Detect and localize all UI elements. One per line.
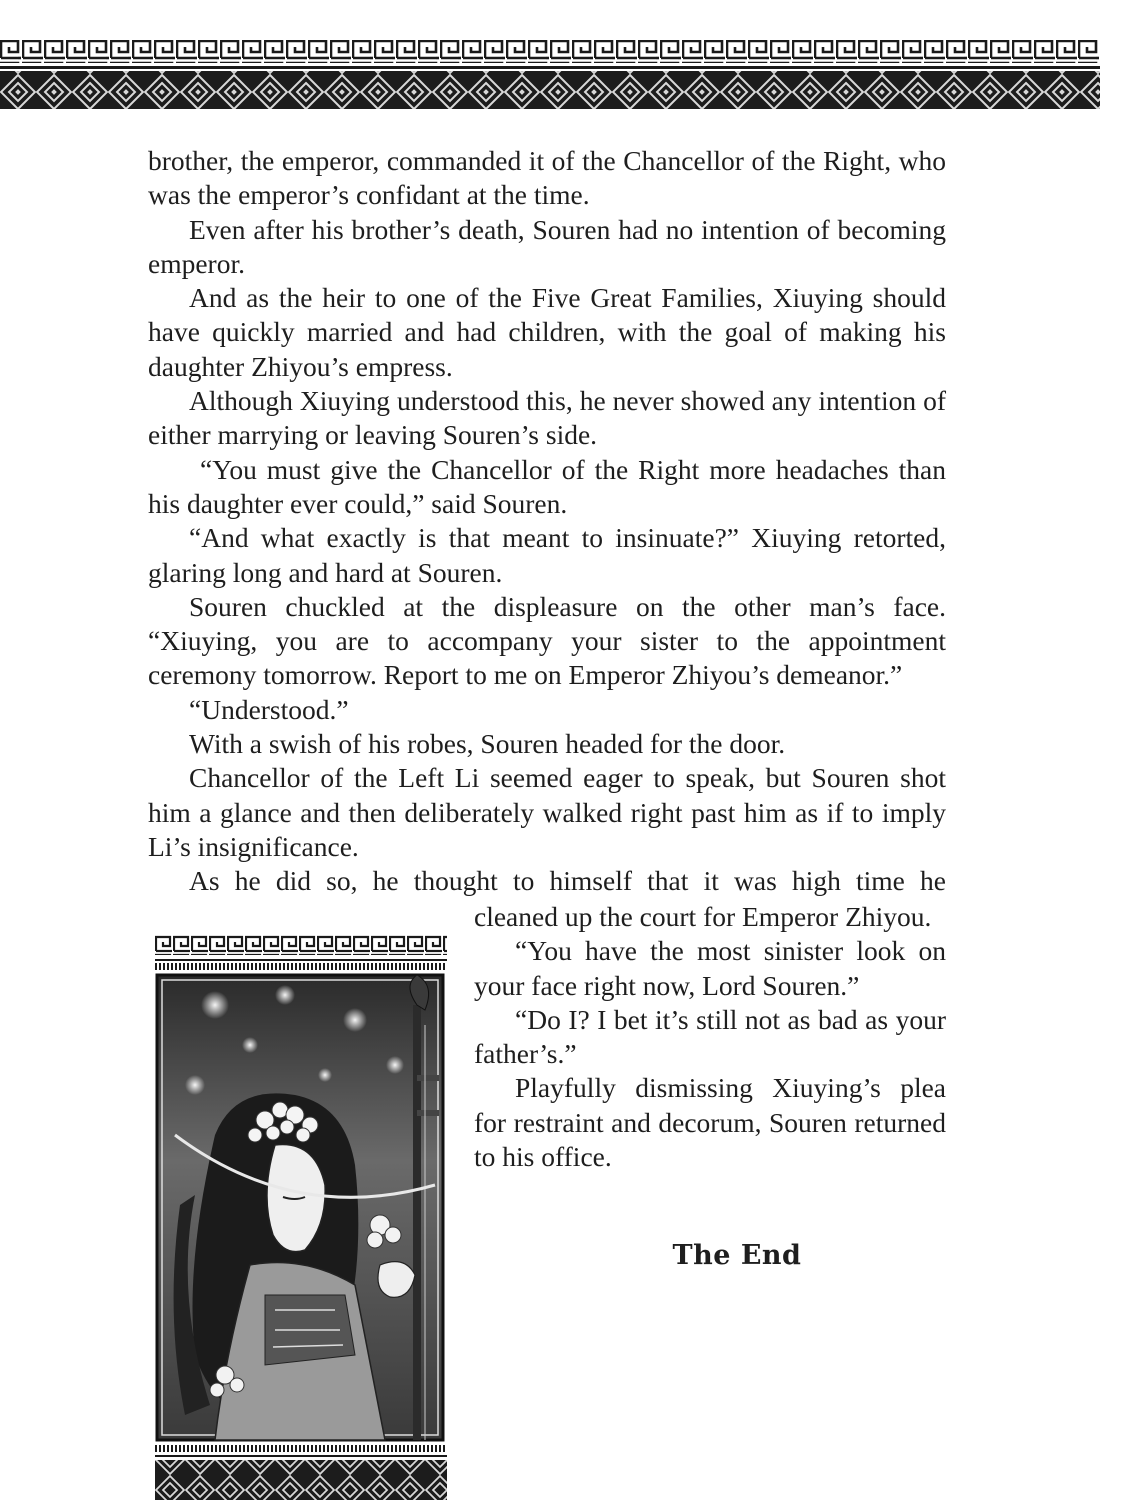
paragraph: Chancellor of the Left Li seemed eager to speak, but Souren shot him a glance and then deliberately walked right past him as if to imply Li’s insignificance. [148, 762, 946, 862]
paragraph: Souren chuckled at the displeasure on the other man’s face. “Xiuying, you are to accompany your sister to the appointment ceremony tomorrow. Report to me on Emperor Zhiyou’s demeanor.” [148, 590, 946, 691]
paragraph: “Understood.” [189, 693, 349, 725]
paragraph: Playfully dismissing Xiuying’s plea for restraint and decorum, Souren returned to his office. [474, 1072, 946, 1173]
paragraph: “You must give the Chancellor of the Right more headaches than his daughter ever could,” said Souren. [148, 453, 946, 519]
top-decorative-border [0, 38, 1100, 110]
paragraph: “Do I? I bet it’s still not as bad as your father’s.” [474, 1003, 946, 1070]
paragraph: Even after his brother’s death, Souren had no intention of becoming emperor. [148, 213, 946, 279]
paragraph: “You have the most sinister look on your face right now, Lord Souren.” [474, 935, 946, 1001]
paragraph: With a swish of his robes, Souren headed for the door. [189, 728, 786, 760]
wrapped-text-column [474, 900, 946, 1174]
paragraph: cleaned up the court for Emperor Zhiyou. [474, 901, 932, 932]
illustration-panel [155, 935, 447, 1500]
the-end-heading: The End [672, 1240, 802, 1271]
paragraph: And as the heir to one of the Five Great Families, Xiuying should have quickly married and had children, with the goal of making his daughter Zhiyou’s empress. [148, 282, 946, 382]
paragraph: As he did so, he thought to himself that it was high time he [189, 865, 946, 897]
body-text [148, 144, 946, 899]
paragraph: Although Xiuying understood this, he never showed any intention of either marrying or leaving Souren’s side. [148, 385, 946, 451]
paragraph: “And what exactly is that meant to insinuate?” Xiuying retorted, glaring long and hard at Souren. [148, 522, 946, 588]
paragraph: brother, the emperor, commanded it of the Chancellor of the Right, who was the emperor’s confidant at the time. [148, 145, 946, 211]
